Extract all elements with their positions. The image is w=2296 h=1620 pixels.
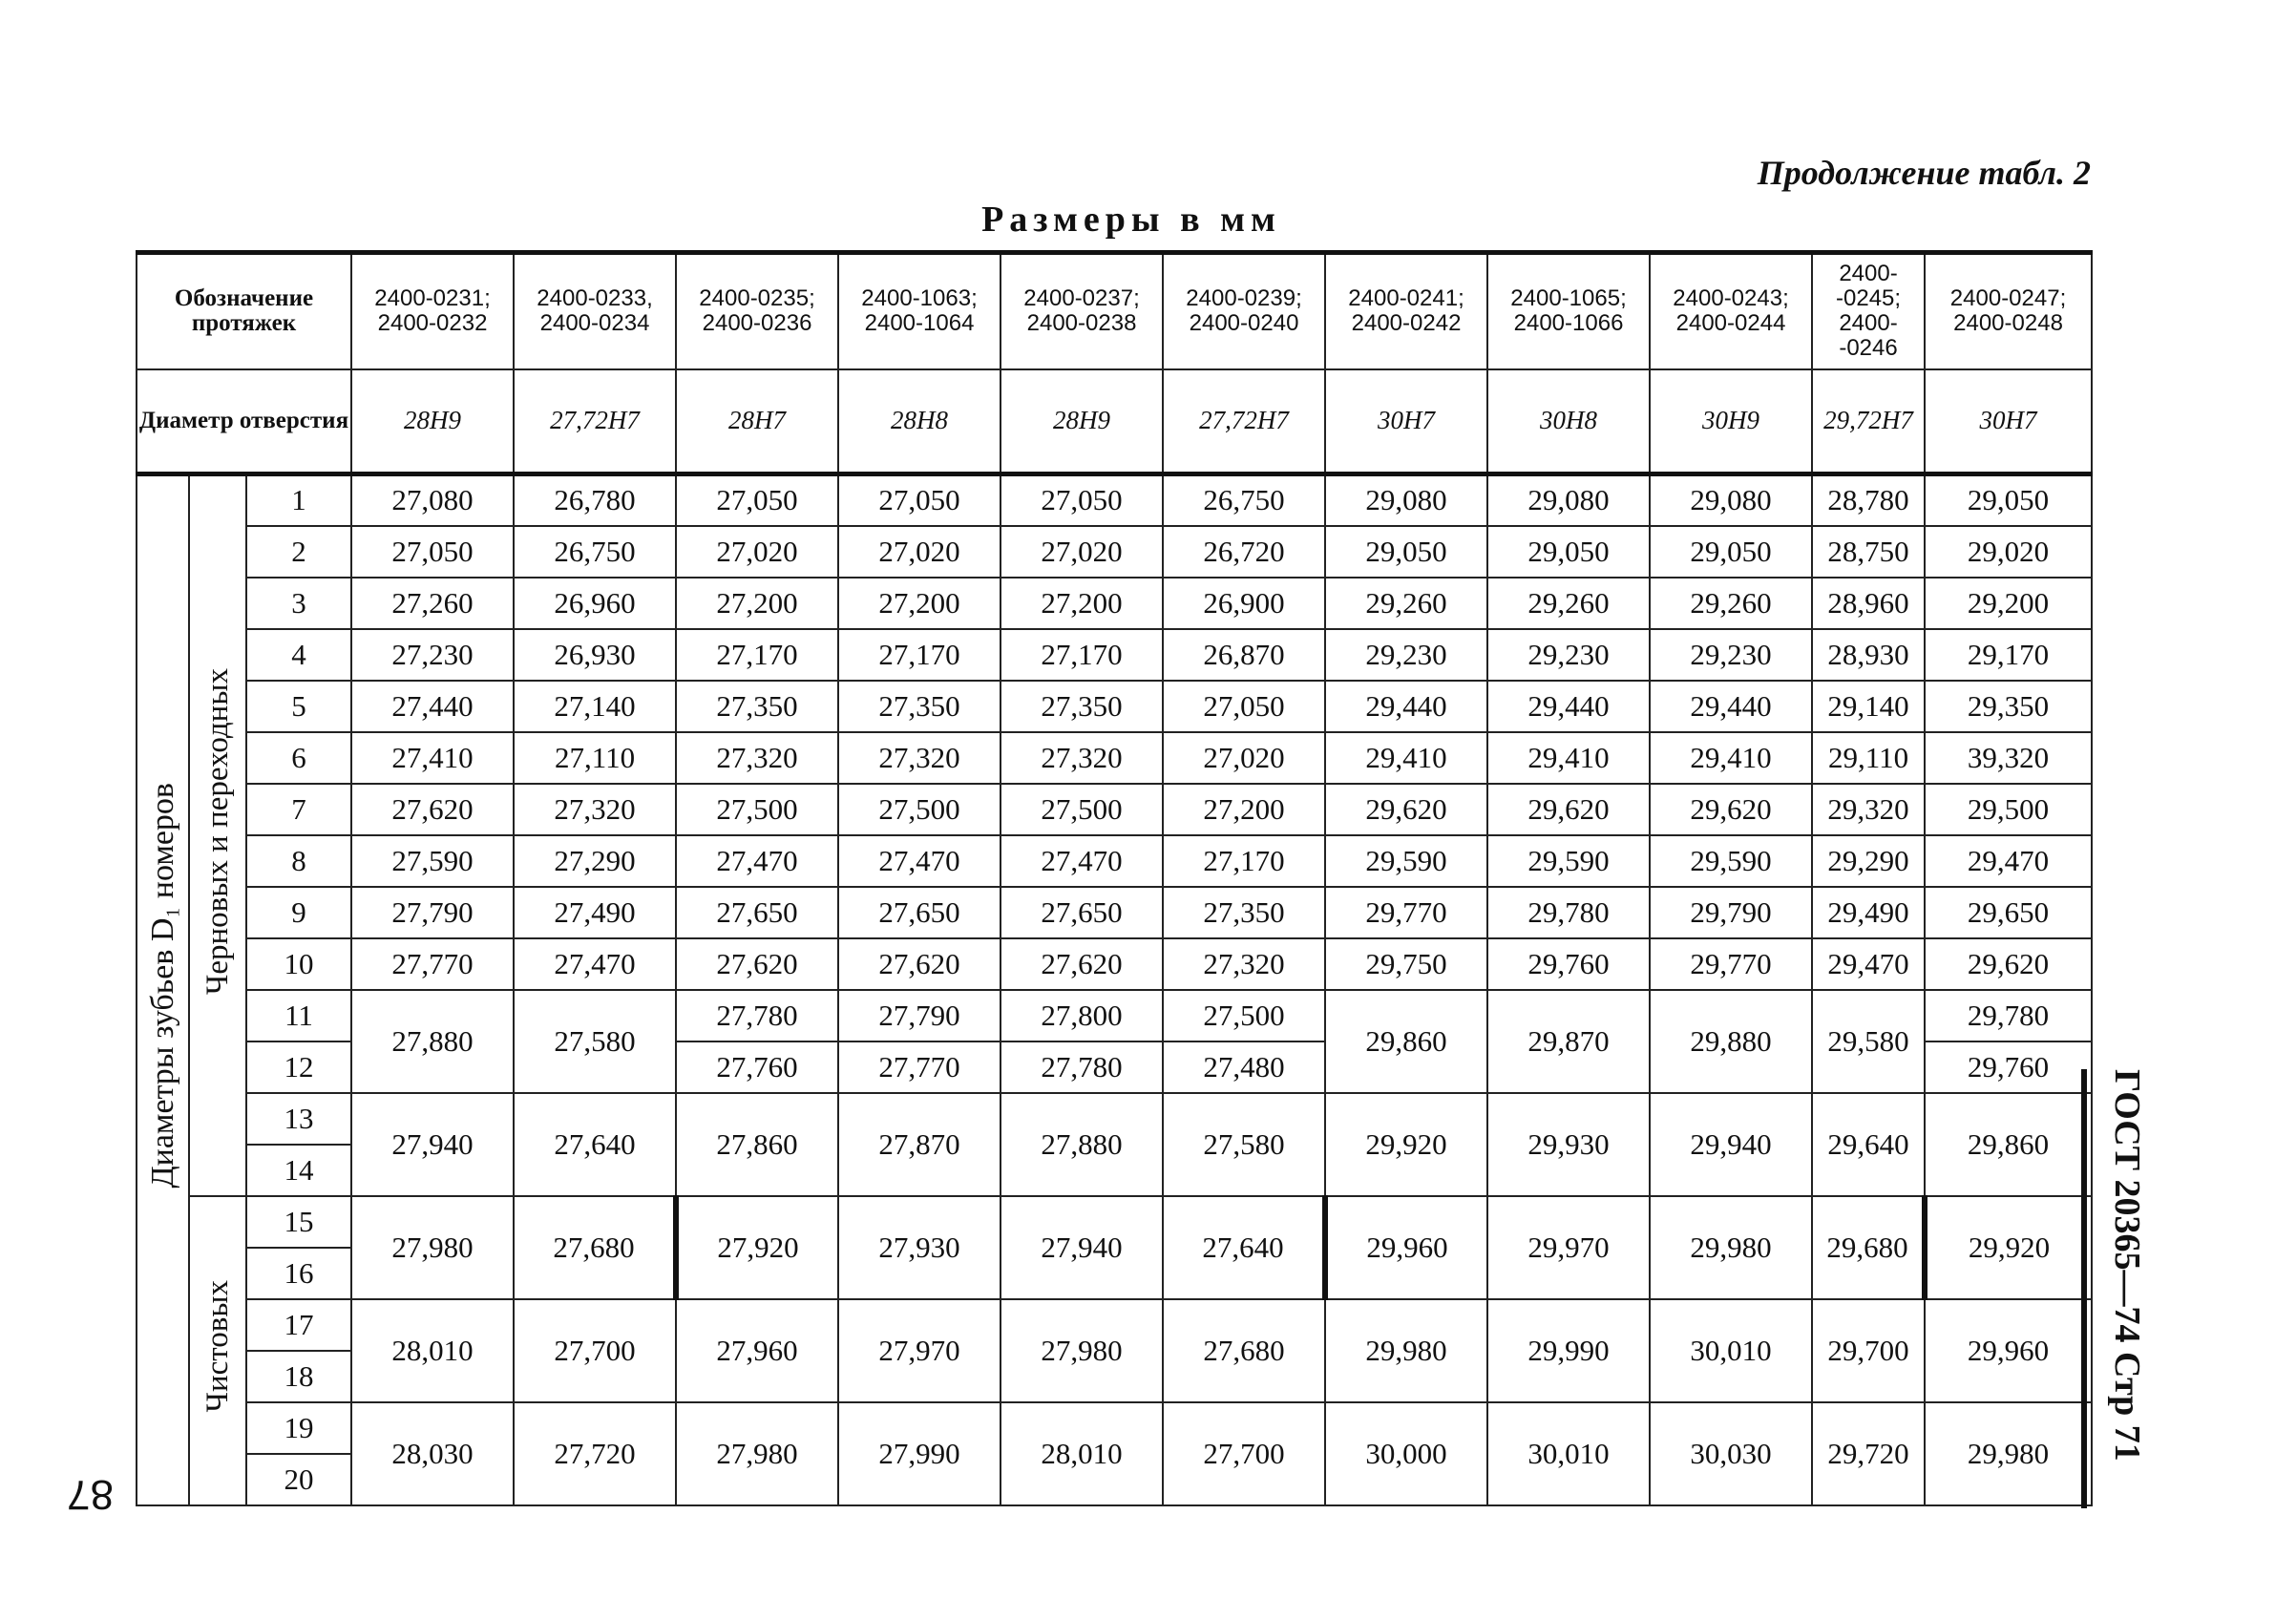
table-cell: 29,680 — [1812, 1196, 1925, 1299]
tooth-number: 17 — [246, 1299, 351, 1351]
table-cell: 29,960 — [1325, 1196, 1487, 1299]
table-cell: 27,290 — [514, 835, 676, 887]
table-row — [137, 1093, 2092, 1145]
finishing-label: Чистовых — [200, 1279, 235, 1413]
table-cell: 27,170 — [1163, 835, 1325, 887]
table-cell: 27,470 — [514, 938, 676, 990]
table-cell: 29,770 — [1325, 887, 1487, 938]
table-cell: 27,580 — [514, 990, 676, 1093]
table-cell: 29,620 — [1925, 938, 2092, 990]
tooth-number: 5 — [246, 681, 351, 732]
tooth-number: 8 — [246, 835, 351, 887]
table-cell: 29,590 — [1487, 835, 1650, 887]
table-cell: 27,230 — [351, 629, 514, 681]
table-cell: 27,050 — [838, 474, 1001, 526]
table-cell: 30,010 — [1650, 1299, 1812, 1402]
table-cell: 27,770 — [838, 1041, 1001, 1093]
tooth-number: 10 — [246, 938, 351, 990]
table-cell: 29,720 — [1812, 1402, 1925, 1505]
designation-cell: 2400-0231; 2400-0232 — [351, 253, 514, 369]
table-cell: 27,020 — [676, 526, 838, 578]
designation-cell: 2400-0243; 2400-0244 — [1650, 253, 1812, 369]
table-cell: 27,350 — [1163, 887, 1325, 938]
table-cell: 27,980 — [351, 1196, 514, 1299]
table-cell: 29,500 — [1925, 784, 2092, 835]
table-cell: 27,320 — [676, 732, 838, 784]
table-cell: 26,780 — [514, 474, 676, 526]
table-cell: 39,320 — [1925, 732, 2092, 784]
table-cell: 29,640 — [1812, 1093, 1925, 1196]
table-cell: 29,290 — [1812, 835, 1925, 887]
table-cell: 27,500 — [1163, 990, 1325, 1041]
table-cell: 29,620 — [1325, 784, 1487, 835]
table-cell: 29,440 — [1325, 681, 1487, 732]
table-cell: 27,200 — [1163, 784, 1325, 835]
teeth-diameters-group-label — [137, 474, 189, 1505]
table-cell: 27,500 — [838, 784, 1001, 835]
table-cell: 27,700 — [1163, 1402, 1325, 1505]
table-cell: 29,320 — [1812, 784, 1925, 835]
designation-cell: 2400-1063; 2400-1064 — [838, 253, 1001, 369]
table-cell: 29,960 — [1925, 1299, 2092, 1402]
tooth-number: 6 — [246, 732, 351, 784]
table-cell: 27,590 — [351, 835, 514, 887]
table-cell: 27,980 — [676, 1402, 838, 1505]
table-cell: 27,470 — [838, 835, 1001, 887]
diameter-cell: 29,72H7 — [1812, 369, 1925, 474]
diameter-cell: 30H7 — [1925, 369, 2092, 474]
table-row — [137, 990, 2092, 1041]
table-row — [137, 732, 2092, 784]
table-cell: 29,050 — [1325, 526, 1487, 578]
table-cell: 29,470 — [1925, 835, 2092, 887]
table-cell: 27,320 — [1001, 732, 1163, 784]
table-cell: 27,200 — [838, 578, 1001, 629]
tooth-number: 3 — [246, 578, 351, 629]
table-cell: 27,720 — [514, 1402, 676, 1505]
designation-cell: 2400-0239; 2400-0240 — [1163, 253, 1325, 369]
tooth-number: 1 — [246, 474, 351, 526]
table-cell: 27,680 — [1163, 1299, 1325, 1402]
table-cell: 29,790 — [1650, 887, 1812, 938]
roughing-label: Черновых и переходных — [200, 667, 235, 995]
table-cell: 27,770 — [351, 938, 514, 990]
table-cell: 27,200 — [676, 578, 838, 629]
table-cell: 27,200 — [1001, 578, 1163, 629]
hole-diameter-row — [137, 369, 2092, 474]
table-cell: 29,590 — [1650, 835, 1812, 887]
table-cell: 27,680 — [514, 1196, 676, 1299]
table-cell: 27,880 — [1001, 1093, 1163, 1196]
table-cell: 26,960 — [514, 578, 676, 629]
table-cell: 29,760 — [1925, 1041, 2092, 1093]
table-cell: 29,050 — [1650, 526, 1812, 578]
tooth-number: 12 — [246, 1041, 351, 1093]
table-cell: 27,650 — [676, 887, 838, 938]
table-cell: 27,990 — [838, 1402, 1001, 1505]
table-cell: 27,970 — [838, 1299, 1001, 1402]
table-cell: 27,350 — [838, 681, 1001, 732]
table-cell: 27,500 — [1001, 784, 1163, 835]
tooth-number: 19 — [246, 1402, 351, 1454]
tooth-number: 15 — [246, 1196, 351, 1248]
table-row — [137, 1196, 2092, 1248]
table-cell: 27,620 — [351, 784, 514, 835]
diameter-cell: 30H9 — [1650, 369, 1812, 474]
table-cell: 29,760 — [1487, 938, 1650, 990]
table-cell: 29,750 — [1325, 938, 1487, 990]
table-cell: 27,650 — [838, 887, 1001, 938]
table-cell: 29,470 — [1812, 938, 1925, 990]
table-cell: 27,170 — [1001, 629, 1163, 681]
diameter-cell: 28H9 — [1001, 369, 1163, 474]
table-cell: 29,230 — [1487, 629, 1650, 681]
units-title: Размеры в мм — [981, 200, 1281, 240]
table-cell: 29,880 — [1650, 990, 1812, 1093]
table-cell: 27,110 — [514, 732, 676, 784]
table-cell: 29,080 — [1650, 474, 1812, 526]
table-cell: 29,170 — [1925, 629, 2092, 681]
designation-cell: 2400-0241; 2400-0242 — [1325, 253, 1487, 369]
table-cell: 29,260 — [1325, 578, 1487, 629]
table-cell: 27,480 — [1163, 1041, 1325, 1093]
table-cell: 27,880 — [351, 990, 514, 1093]
designation-cell: 2400-0233, 2400-0234 — [514, 253, 676, 369]
table-cell: 27,790 — [838, 990, 1001, 1041]
table-cell: 27,870 — [838, 1093, 1001, 1196]
table-cell: 29,700 — [1812, 1299, 1925, 1402]
hole-diameter-label: Диаметр отверстия — [137, 369, 351, 474]
table-cell: 30,030 — [1650, 1402, 1812, 1505]
table-cell: 29,440 — [1650, 681, 1812, 732]
table-cell: 29,580 — [1812, 990, 1925, 1093]
table-cell: 27,860 — [676, 1093, 838, 1196]
table-cell: 27,920 — [676, 1196, 838, 1299]
table-cell: 27,350 — [676, 681, 838, 732]
table-cell: 27,500 — [676, 784, 838, 835]
diameter-cell: 27,72H7 — [1163, 369, 1325, 474]
table-cell: 27,170 — [676, 629, 838, 681]
table-cell: 27,930 — [838, 1196, 1001, 1299]
table-cell: 28,930 — [1812, 629, 1925, 681]
table-cell: 27,080 — [351, 474, 514, 526]
table-cell: 29,860 — [1325, 990, 1487, 1093]
table-cell: 27,140 — [514, 681, 676, 732]
table-cell: 27,260 — [351, 578, 514, 629]
table-cell: 26,750 — [514, 526, 676, 578]
table-cell: 29,940 — [1650, 1093, 1812, 1196]
teeth-diameters-label: Диаметры зубьев D₁ номеров — [144, 783, 180, 1189]
table-cell: 29,590 — [1325, 835, 1487, 887]
designation-cell: 2400-0247; 2400-0248 — [1925, 253, 2092, 369]
table-cell: 29,920 — [1325, 1093, 1487, 1196]
dimensions-table — [136, 250, 2093, 1506]
table-cell: 30,000 — [1325, 1402, 1487, 1505]
table-cell: 27,960 — [676, 1299, 838, 1402]
table-cell: 27,320 — [514, 784, 676, 835]
table-cell: 27,700 — [514, 1299, 676, 1402]
diameter-cell: 28H8 — [838, 369, 1001, 474]
table-cell: 28,960 — [1812, 578, 1925, 629]
table-cell: 27,980 — [1001, 1299, 1163, 1402]
table-cell: 29,980 — [1650, 1196, 1812, 1299]
table-cell: 29,410 — [1650, 732, 1812, 784]
table-cell: 29,110 — [1812, 732, 1925, 784]
table-cell: 27,350 — [1001, 681, 1163, 732]
page-number: 87 — [67, 1471, 114, 1518]
table-cell: 27,780 — [676, 990, 838, 1041]
table-row — [137, 629, 2092, 681]
table-cell: 29,080 — [1325, 474, 1487, 526]
table-cell: 29,260 — [1487, 578, 1650, 629]
table-cell: 27,320 — [1163, 938, 1325, 990]
tooth-number: 9 — [246, 887, 351, 938]
table-cell: 27,050 — [1163, 681, 1325, 732]
table-cell: 27,580 — [1163, 1093, 1325, 1196]
table-cell: 27,470 — [1001, 835, 1163, 887]
designation-cell: 2400- -0245; 2400- -0246 — [1812, 253, 1925, 369]
table-cell: 28,010 — [1001, 1402, 1163, 1505]
table-row — [137, 1299, 2092, 1351]
table-row — [137, 526, 2092, 578]
table-cell: 27,440 — [351, 681, 514, 732]
table-cell: 26,750 — [1163, 474, 1325, 526]
table-cell: 27,320 — [838, 732, 1001, 784]
table-cell: 26,930 — [514, 629, 676, 681]
table-cell: 29,620 — [1487, 784, 1650, 835]
table-cell: 27,050 — [1001, 474, 1163, 526]
designation-label: Обозначение протяжек — [137, 253, 351, 369]
table-cell: 27,640 — [514, 1093, 676, 1196]
table-cell: 27,020 — [838, 526, 1001, 578]
table-cell: 28,780 — [1812, 474, 1925, 526]
table-cell: 29,410 — [1325, 732, 1487, 784]
table-cell: 28,010 — [351, 1299, 514, 1402]
table-cell: 27,780 — [1001, 1041, 1163, 1093]
table-cell: 29,490 — [1812, 887, 1925, 938]
diameter-cell: 28H7 — [676, 369, 838, 474]
table-row — [137, 938, 2092, 990]
designation-cell: 2400-1065; 2400-1066 — [1487, 253, 1650, 369]
table-cell: 29,990 — [1487, 1299, 1650, 1402]
tooth-number: 4 — [246, 629, 351, 681]
table-cell: 27,940 — [351, 1093, 514, 1196]
table-cell: 27,760 — [676, 1041, 838, 1093]
table-cell: 29,970 — [1487, 1196, 1650, 1299]
tooth-number: 14 — [246, 1145, 351, 1196]
tooth-number: 20 — [246, 1454, 351, 1505]
table-cell: 29,230 — [1650, 629, 1812, 681]
table-cell: 29,440 — [1487, 681, 1650, 732]
table-cell: 27,410 — [351, 732, 514, 784]
table-row — [137, 474, 2092, 526]
table-cell: 27,490 — [514, 887, 676, 938]
table-row — [137, 784, 2092, 835]
table-row — [137, 578, 2092, 629]
table-cell: 28,750 — [1812, 526, 1925, 578]
table-cell: 27,790 — [351, 887, 514, 938]
table-cell: 29,930 — [1487, 1093, 1650, 1196]
diameter-cell: 28H9 — [351, 369, 514, 474]
table-cell: 29,780 — [1925, 990, 2092, 1041]
table-cell: 27,170 — [838, 629, 1001, 681]
table-cell: 29,620 — [1650, 784, 1812, 835]
table-cell: 26,720 — [1163, 526, 1325, 578]
table-cell: 29,350 — [1925, 681, 2092, 732]
tooth-number: 16 — [246, 1248, 351, 1299]
tooth-number: 7 — [246, 784, 351, 835]
table-cell: 29,080 — [1487, 474, 1650, 526]
diameter-cell: 30H8 — [1487, 369, 1650, 474]
table-cell: 27,640 — [1163, 1196, 1325, 1299]
designation-cell: 2400-0237; 2400-0238 — [1001, 253, 1163, 369]
tooth-number: 13 — [246, 1093, 351, 1145]
table-cell: 29,050 — [1487, 526, 1650, 578]
table-cell: 29,870 — [1487, 990, 1650, 1093]
table-cell: 27,020 — [1163, 732, 1325, 784]
diameter-cell: 30H7 — [1325, 369, 1487, 474]
table-cell: 27,940 — [1001, 1196, 1163, 1299]
designation-cell: 2400-0235; 2400-0236 — [676, 253, 838, 369]
designation-row — [137, 253, 2092, 369]
table-cell: 29,020 — [1925, 526, 2092, 578]
table-cell: 27,050 — [351, 526, 514, 578]
table-cell: 27,800 — [1001, 990, 1163, 1041]
table-cell: 29,230 — [1325, 629, 1487, 681]
table-cell: 27,620 — [676, 938, 838, 990]
table-cell: 29,770 — [1650, 938, 1812, 990]
table-cell: 28,030 — [351, 1402, 514, 1505]
table-row — [137, 1402, 2092, 1454]
table-cell: 26,870 — [1163, 629, 1325, 681]
tooth-number: 2 — [246, 526, 351, 578]
table-row — [137, 681, 2092, 732]
table-cell: 27,020 — [1001, 526, 1163, 578]
roughing-group — [189, 474, 246, 1196]
table-cell: 29,980 — [1925, 1402, 2092, 1505]
diameter-cell: 27,72H7 — [514, 369, 676, 474]
table-cell: 27,050 — [676, 474, 838, 526]
table-cell: 29,920 — [1925, 1196, 2092, 1299]
table-cell: 29,860 — [1925, 1093, 2092, 1196]
table-continuation-label: Продолжение табл. 2 — [1757, 154, 2091, 192]
table-cell: 27,620 — [1001, 938, 1163, 990]
finishing-group — [189, 1196, 246, 1505]
table-cell: 29,260 — [1650, 578, 1812, 629]
table-row — [137, 887, 2092, 938]
table-cell: 29,410 — [1487, 732, 1650, 784]
table-cell: 29,140 — [1812, 681, 1925, 732]
table-row — [137, 835, 2092, 887]
gost-footer: ГОСТ 20365—74 Стр 71 — [2081, 1069, 2148, 1508]
table-cell: 27,650 — [1001, 887, 1163, 938]
table-cell: 29,980 — [1325, 1299, 1487, 1402]
table-cell: 30,010 — [1487, 1402, 1650, 1505]
table-cell: 29,650 — [1925, 887, 2092, 938]
table-cell: 29,200 — [1925, 578, 2092, 629]
tooth-number: 18 — [246, 1351, 351, 1402]
tooth-number: 11 — [246, 990, 351, 1041]
table-cell: 29,780 — [1487, 887, 1650, 938]
table-cell: 26,900 — [1163, 578, 1325, 629]
table-cell: 27,620 — [838, 938, 1001, 990]
table-cell: 29,050 — [1925, 474, 2092, 526]
table-cell: 27,470 — [676, 835, 838, 887]
